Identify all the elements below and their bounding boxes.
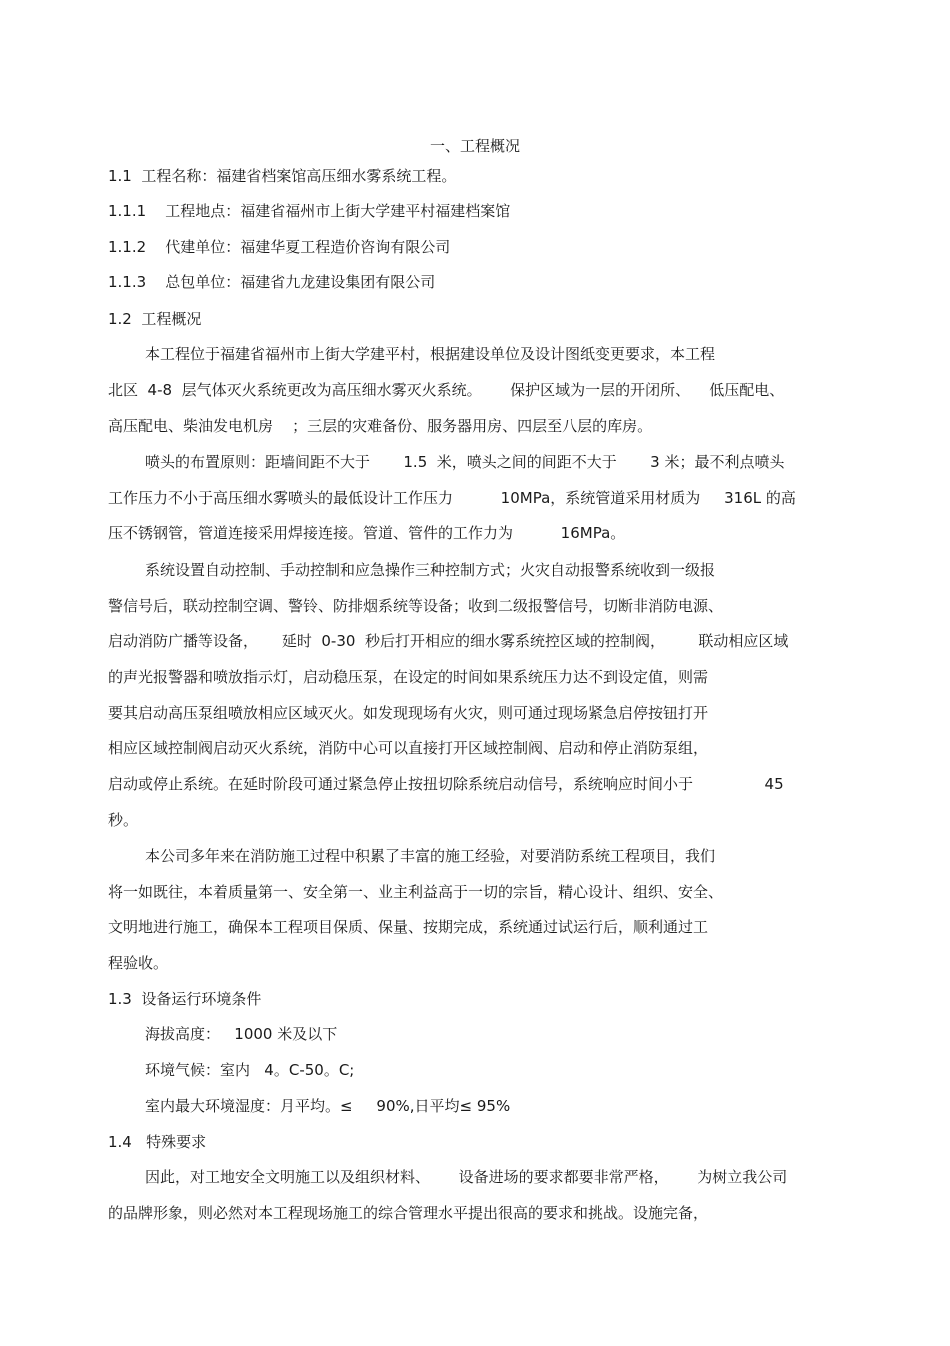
env-altitude: 海拔高度： 1000 米及以下 xyxy=(145,1025,338,1043)
heading-1-4: 1.4 特殊要求 xyxy=(108,1133,207,1151)
para-line: 相应区域控制阀启动灭火系统，消防中心可以直接打开区域控制阀、启动和停止消防泵组， xyxy=(108,739,709,757)
para-line: 将一如既往，本着质量第一、安全第一、业主利益高于一切的宗旨，精心设计、组织、安全、 xyxy=(108,883,724,901)
para-line: 本工程位于福建省福州市上街大学建平村，根据建设单位及设计图纸变更要求，本工程 xyxy=(145,345,716,363)
item-1-1: 1.1 工程名称：福建省档案馆高压细水雾系统工程。 xyxy=(108,167,457,185)
para-line: 要其启动高压泵组喷放相应区域灭火。如发现现场有火灾，则可通过现场紧急启停按钮打开 xyxy=(108,704,709,722)
para-line: 的声光报警器和喷放指示灯，启动稳压泵，在设定的时间如果系统压力达不到设定值，则需 xyxy=(108,668,709,686)
para-line: 秒。 xyxy=(108,811,139,829)
para-line: 系统设置自动控制、手动控制和应急操作三种控制方式；火灾自动报警系统收到一级报 xyxy=(145,561,716,579)
section-title: 一、工程概况 xyxy=(429,137,520,155)
para-line: 工作压力不小于高压细水雾喷头的最低设计工作压力 10MPa，系统管道采用材质为 316L 的高 xyxy=(108,489,796,507)
para-line: 启动消防广播等设备， 延时 0-30 秒后打开相应的细水雾系统控区域的控制阀， 联动相应区域 xyxy=(108,632,789,650)
para-line: 因此，对工地安全文明施工以及组织材料、 设备进场的要求都要非常严格， 为树立我公司 xyxy=(145,1168,788,1186)
para-line: 警信号后，联动控制空调、警铃、防排烟系统等设备；收到二级报警信号，切断非消防电源、 xyxy=(108,597,724,615)
item-1-1-1: 1.1.1 工程地点：福建省福州市上街大学建平村福建档案馆 xyxy=(108,202,511,220)
item-1-1-3: 1.1.3 总包单位：福建省九龙建设集团有限公司 xyxy=(108,273,436,291)
para-line: 高压配电、柴油发电机房 ；三层的灾难备份、服务器用房、四层至八层的库房。 xyxy=(108,417,653,435)
para-line: 本公司多年来在消防施工过程中积累了丰富的施工经验，对要消防系统工程项目，我们 xyxy=(145,847,716,865)
para-line: 压不锈钢管，管道连接采用焊接连接。管道、管件的工作力为 16MPa。 xyxy=(108,524,626,542)
para-line: 程验收。 xyxy=(108,954,169,972)
heading-1-3: 1.3 设备运行环境条件 xyxy=(108,990,262,1008)
item-1-1-2: 1.1.2 代建单位：福建华夏工程造价咨询有限公司 xyxy=(108,238,451,256)
env-humidity: 室内最大环境湿度：月平均。≤ 90%,日平均≤ 95% xyxy=(145,1097,511,1115)
env-climate: 环境气候：室内 4。C-50。C; xyxy=(145,1061,355,1079)
para-line: 喷头的布置原则：距墙间距不大于 1.5 米，喷头之间的间距不大于 3 米；最不利点喷头 xyxy=(145,453,785,471)
para-line: 文明地进行施工，确保本工程项目保质、保量、按期完成，系统通过试运行后，顺利通过工 xyxy=(108,918,709,936)
para-line: 北区 4-8 层气体灭火系统更改为高压细水雾灭火系统。 保护区域为一层的开闭所、 低压配电、 xyxy=(108,381,785,399)
heading-1-2: 1.2 工程概况 xyxy=(108,310,202,328)
para-line: 的品牌形象，则必然对本工程现场施工的综合管理水平提出很高的要求和挑战。设施完备， xyxy=(108,1204,709,1222)
para-line: 启动或停止系统。在延时阶段可通过紧急停止按扭切除系统启动信号，系统响应时间小于 45 xyxy=(108,775,784,793)
